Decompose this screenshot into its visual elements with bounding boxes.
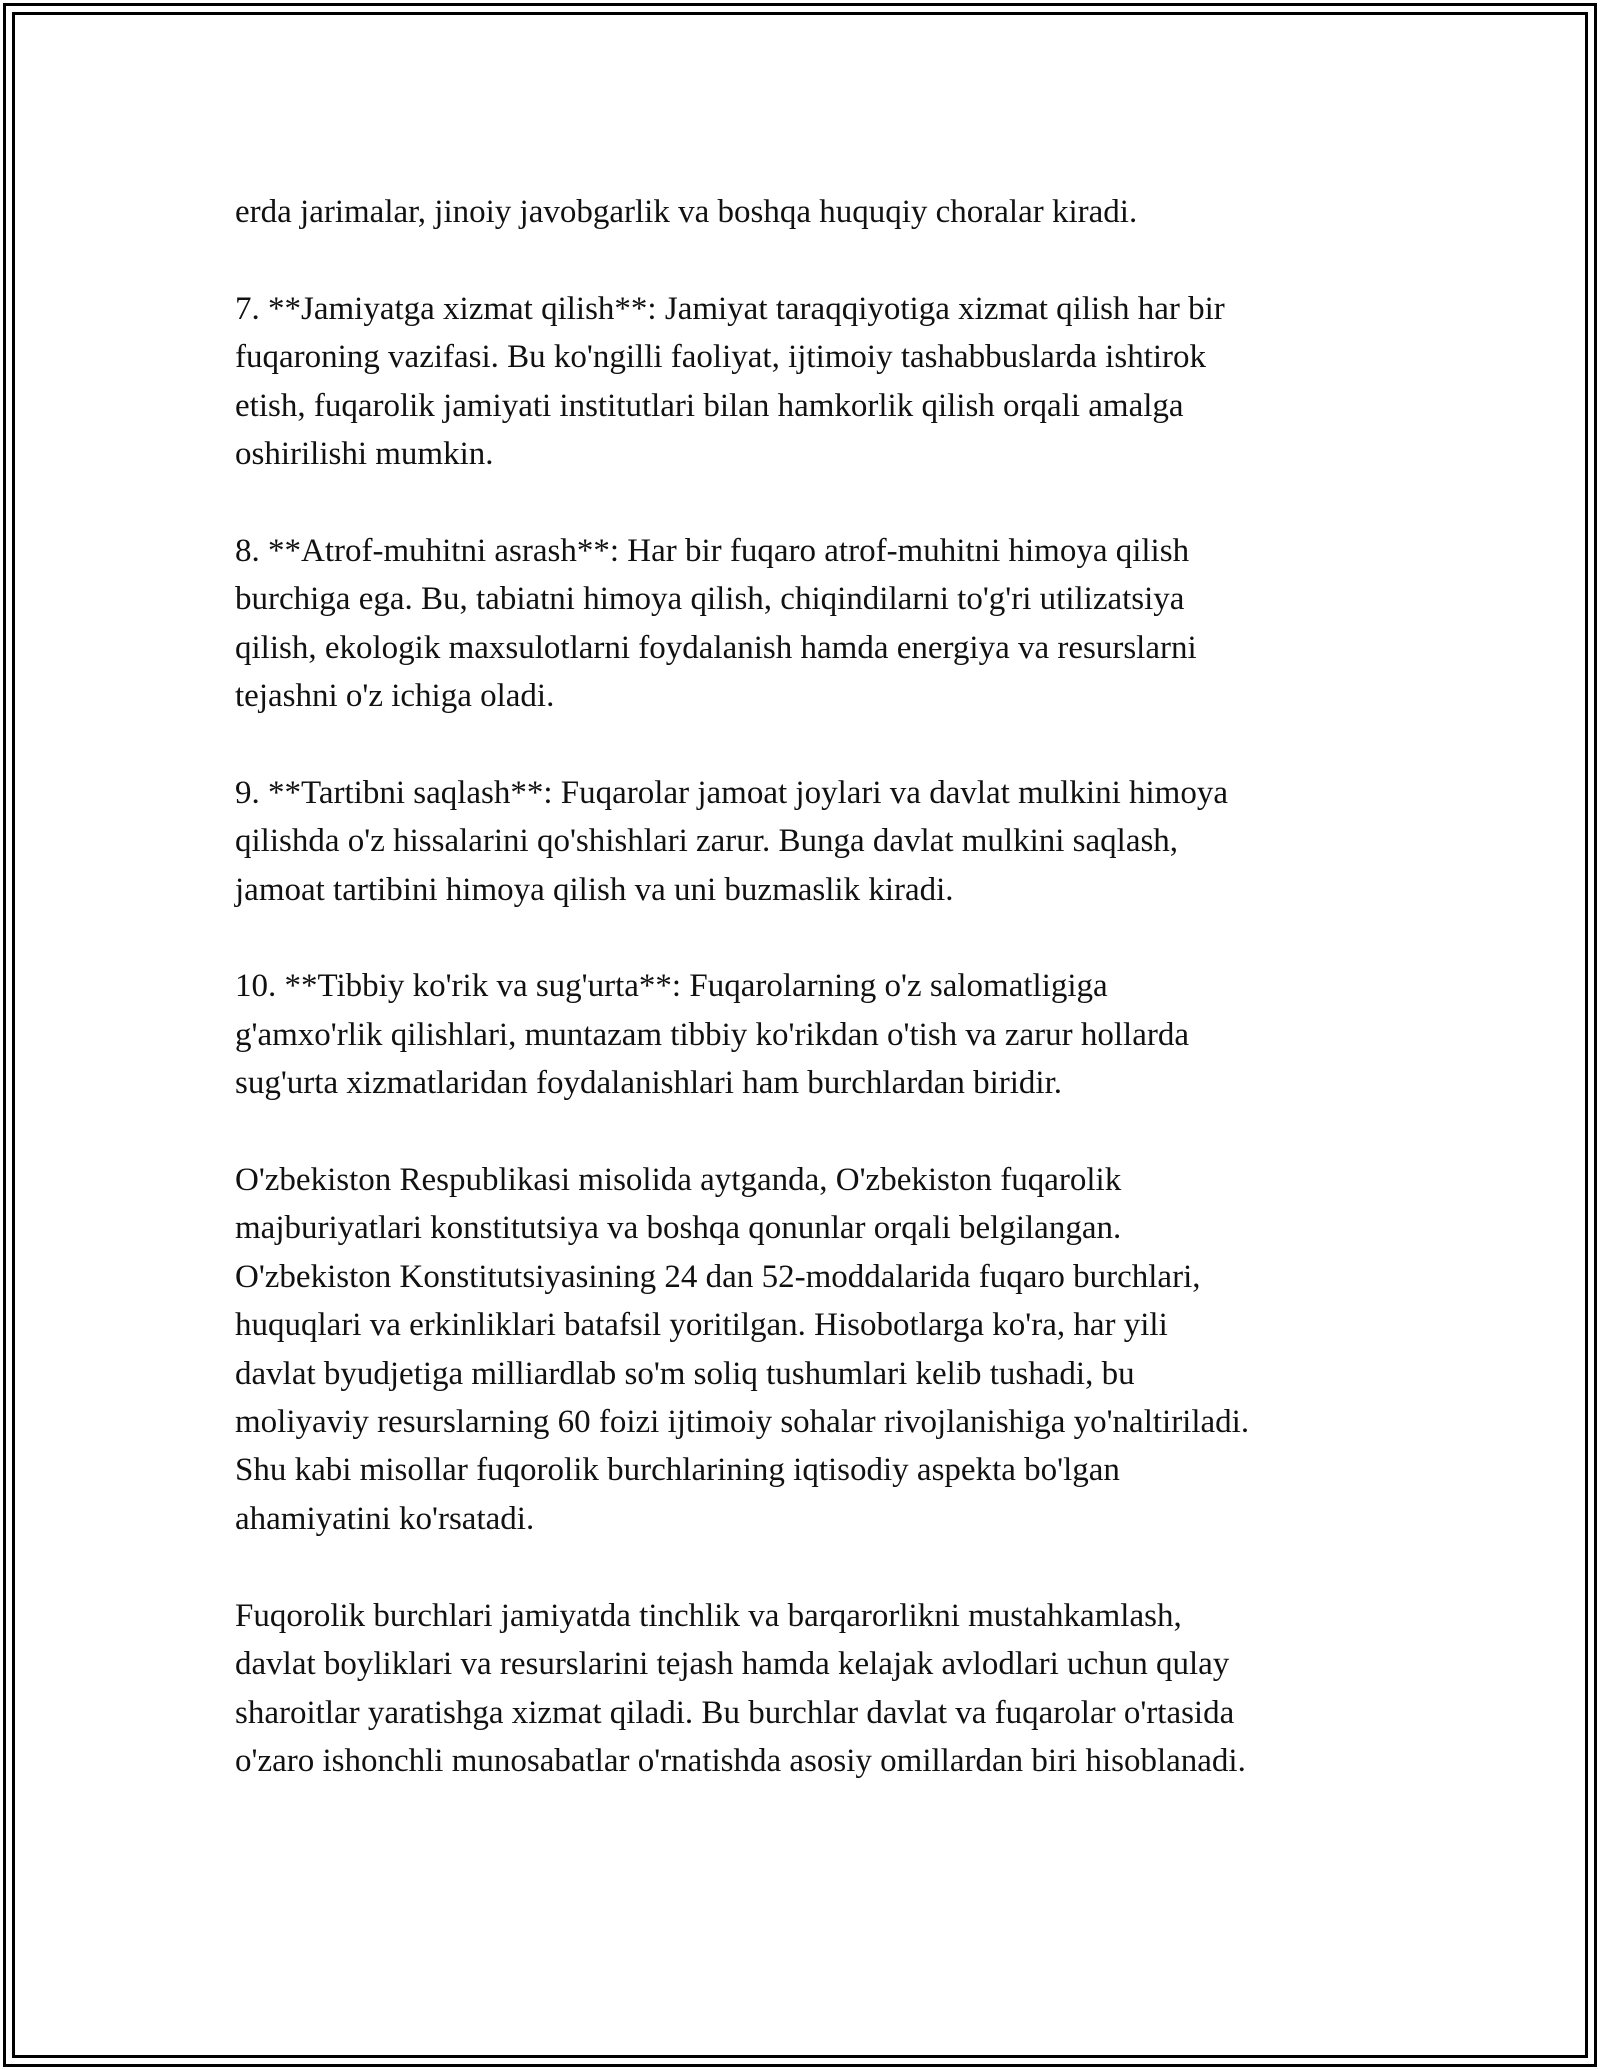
text-line: O'zbekiston Respublikasi misolida aytganda, O'zbekiston fuqarolik [235,1162,1122,1199]
text-line: moliyaviy resurslarning 60 foizi ijtimoiy sohalar rivojlanishiga yo'naltiriladi. [235,1404,1250,1441]
paragraph [235,188,1395,236]
paragraph [235,769,1395,914]
paragraph [235,527,1395,721]
text-line: 7. **Jamiyatga xizmat qilish**: Jamiyat taraqqiyotiga xizmat qilish har bir [235,290,1225,327]
text-line: fuqaroning vazifasi. Bu ko'ngilli faoliyat, ijtimoiy tashabbuslarda ishtirok [235,339,1207,376]
paragraph [235,285,1395,479]
text-line: o'zaro ishonchli munosabatlar o'rnatishda asosiy omillardan biri hisoblanadi. [235,1742,1246,1779]
text-line: 10. **Tibbiy ko'rik va sug'urta**: Fuqarolarning o'z salomatligiga [235,968,1108,1005]
paragraph [235,962,1395,1107]
text-line: sharoitlar yaratishga xizmat qiladi. Bu burchlar davlat va fuqarolar o'rtasida [235,1694,1235,1731]
text-line: etish, fuqarolik jamiyati institutlari bilan hamkorlik qilish orqali amalga [235,387,1184,424]
paragraph [235,1156,1395,1543]
document-body [235,188,1395,1834]
text-line: sug'urta xizmatlaridan foydalanishlari ham burchlardan biridir. [235,1065,1063,1102]
text-line: qilishda o'z hissalarini qo'shishlari zarur. Bunga davlat mulkini saqlash, [235,823,1179,860]
text-line: davlat byudjetiga milliardlab so'm soliq tushumlari kelib tushadi, bu [235,1355,1135,1392]
text-line: g'amxo'rlik qilishlari, muntazam tibbiy ko'rikdan o'tish va zarur hollarda [235,1016,1189,1053]
text-line: majburiyatlari konstitutsiya va boshqa qonunlar orqali belgilangan. [235,1210,1122,1247]
text-line: O'zbekiston Konstitutsiyasining 24 dan 52-moddalarida fuqaro burchlari, [235,1258,1201,1295]
text-line: 9. **Tartibni saqlash**: Fuqarolar jamoat joylari va davlat mulkini himoya [235,774,1228,811]
text-line: davlat boyliklari va resurslarini tejash hamda kelajak avlodlari uchun qulay [235,1646,1230,1683]
text-line: huquqlari va erkinliklari batafsil yoritilgan. Hisobotlarga ko'ra, har yili [235,1307,1168,1344]
text-line: erda jarimalar, jinoiy javobgarlik va boshqa huquqiy choralar kiradi. [235,194,1138,230]
text-line: burchiga ega. Bu, tabiatni himoya qilish, chiqindilarni to'g'ri utilizatsiya [235,581,1185,618]
text-line: Shu kabi misollar fuqorolik burchlarining iqtisodiy aspekta bo'lgan [235,1452,1120,1489]
paragraph [235,1592,1395,1786]
text-line: ahamiyatini ko'rsatadi. [235,1500,535,1537]
text-line: qilish, ekologik maxsulotlarni foydalanish hamda energiya va resurslarni [235,629,1197,666]
text-line: oshirilishi mumkin. [235,436,494,473]
text-line: jamoat tartibini himoya qilish va uni buzmaslik kiradi. [235,871,954,908]
text-line: Fuqorolik burchlari jamiyatda tinchlik va barqarorlikni mustahkamlash, [235,1597,1182,1634]
text-line: tejashni o'z ichiga oladi. [235,678,555,715]
text-line: 8. **Atrof-muhitni asrash**: Har bir fuqaro atrof-muhitni himoya qilish [235,532,1190,569]
